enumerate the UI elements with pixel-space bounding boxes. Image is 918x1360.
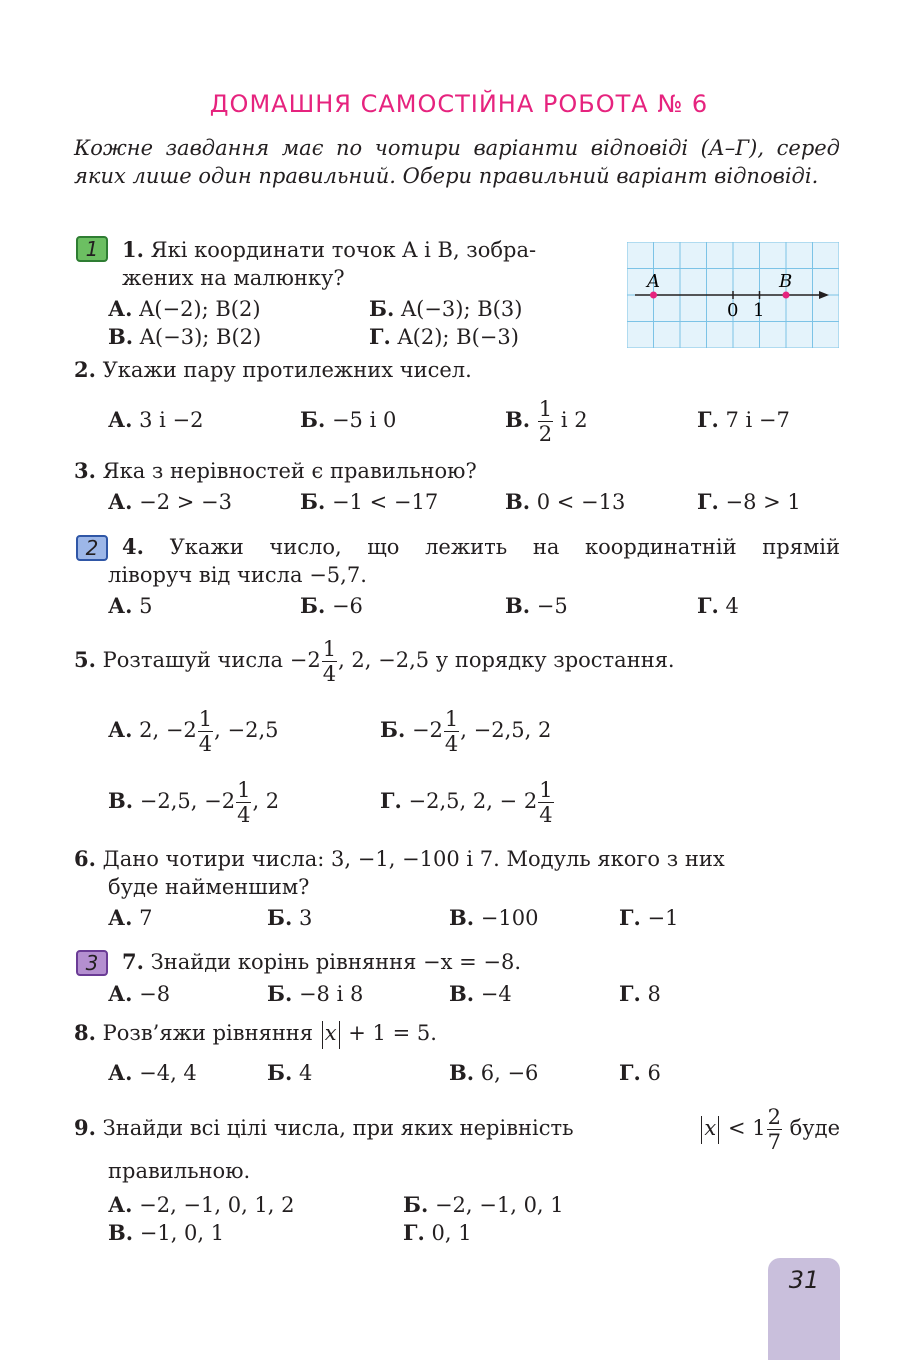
q5-text: 5. Розташуй числа −2 $\frac{1}{4}$ , 2, −2,5 у порядку зростання. [74,637,675,686]
q5-option-b[interactable]: Б. −2 $\frac{1}{4}$ , −2,5, 2 [380,707,552,756]
page-number: 31 [788,1266,820,1294]
q1-text-line2: жених на малюнку? [122,266,345,290]
q6-option-d[interactable]: Г. −1 [619,905,679,930]
tick-0-label: 0 [727,300,739,321]
q2-option-d[interactable]: Г. 7 і −7 [697,407,790,432]
q2-option-b[interactable]: Б. −5 і 0 [300,407,397,432]
q8-option-d[interactable]: Г. 6 [619,1060,661,1085]
q9-option-d[interactable]: Г. 0, 1 [403,1220,472,1245]
q4-text: 4. Укажи число, що лежить на координатній прямій [122,534,840,559]
q9-text: 9. Знайди всі цілі числа, при яких нерівність x < 1 $\frac{2}{7}$ буде [74,1105,840,1154]
q6-option-b[interactable]: Б. 3 [267,905,313,930]
q8-option-c[interactable]: В. 6, −6 [449,1060,539,1085]
page-title: ДОМАШНЯ САМОСТІЙНА РОБОТА № 6 [209,90,709,118]
q8-text: 8. Розв’яжи рівняння x + 1 = 5. [74,1019,437,1049]
q3-option-c[interactable]: В. 0 < −13 [505,489,626,514]
q5-option-c[interactable]: В. −2,5, −2 $\frac{1}{4}$ , 2 [108,778,280,827]
q5-option-a[interactable]: А. 2, −2 $\frac{1}{4}$ , −2,5 [108,707,279,756]
q9-option-a[interactable]: А. −2, −1, 0, 1, 2 [108,1192,295,1217]
q9-option-c[interactable]: В. −1, 0, 1 [108,1220,225,1245]
q9-text-line2: правильною. [108,1159,251,1183]
tick-1-label: 1 [753,300,765,321]
q2-option-a[interactable]: А. 3 і −2 [108,407,204,432]
q7-option-a[interactable]: А. −8 [108,981,171,1006]
q7-text: 7. Знайди корінь рівняння −x = −8. [122,949,522,974]
instructions: Кожне завдання має по чотири варіанти відповіді (А–Г), серед яких лише один правильний. Обери правильний варіант відповіді. [74,136,840,188]
level-2-badge: 2 [76,535,108,561]
number-line-figure [627,242,839,348]
q1-text: 1. Які координати точок A і B, зобра- [122,237,537,262]
q8-option-b[interactable]: Б. 4 [267,1060,313,1085]
level-1-badge: 1 [76,236,108,262]
level-3-badge: 3 [76,950,108,976]
q6-text-line2: буде найменшим? [108,875,310,899]
q7-option-b[interactable]: Б. −8 і 8 [267,981,364,1006]
point-a [650,292,657,299]
q7-option-c[interactable]: В. −4 [449,981,512,1006]
q4-option-a[interactable]: А. 5 [108,593,153,618]
q1-option-a[interactable]: А. A(−2); B(2) [108,296,261,321]
q5-option-d[interactable]: Г. −2,5, 2, − 2 $\frac{1}{4}$ [380,778,553,827]
q4-option-c[interactable]: В. −5 [505,593,568,618]
q1-option-c[interactable]: В. A(−3); B(2) [108,324,262,349]
point-a-label: A [647,271,660,292]
q6-text: 6. Дано чотири числа: 3, −1, −100 і 7. Модуль якого з них [74,846,725,871]
q8-option-a[interactable]: А. −4, 4 [108,1060,197,1085]
q1-option-b[interactable]: Б. A(−3); B(3) [369,296,523,321]
q4-text-line2: ліворуч від числа −5,7. [108,563,367,587]
q3-option-d[interactable]: Г. −8 > 1 [697,489,801,514]
point-b [783,292,790,299]
q4-option-b[interactable]: Б. −6 [300,593,363,618]
q4-option-d[interactable]: Г. 4 [697,593,739,618]
q3-option-b[interactable]: Б. −1 < −17 [300,489,439,514]
q3-text: 3. Яка з нерівностей є правильною? [74,458,477,483]
q6-option-a[interactable]: А. 7 [108,905,153,930]
q7-option-d[interactable]: Г. 8 [619,981,661,1006]
q2-option-c[interactable]: В. $\frac{1}{2}$ і 2 [505,397,588,446]
q1-option-d[interactable]: Г. A(2); B(−3) [369,324,519,349]
q9-option-b[interactable]: Б. −2, −1, 0, 1 [403,1192,564,1217]
q2-text: 2. Укажи пару протилежних чисел. [74,357,472,382]
q3-option-a[interactable]: А. −2 > −3 [108,489,232,514]
point-b-label: B [779,271,793,292]
q6-option-c[interactable]: В. −100 [449,905,539,930]
